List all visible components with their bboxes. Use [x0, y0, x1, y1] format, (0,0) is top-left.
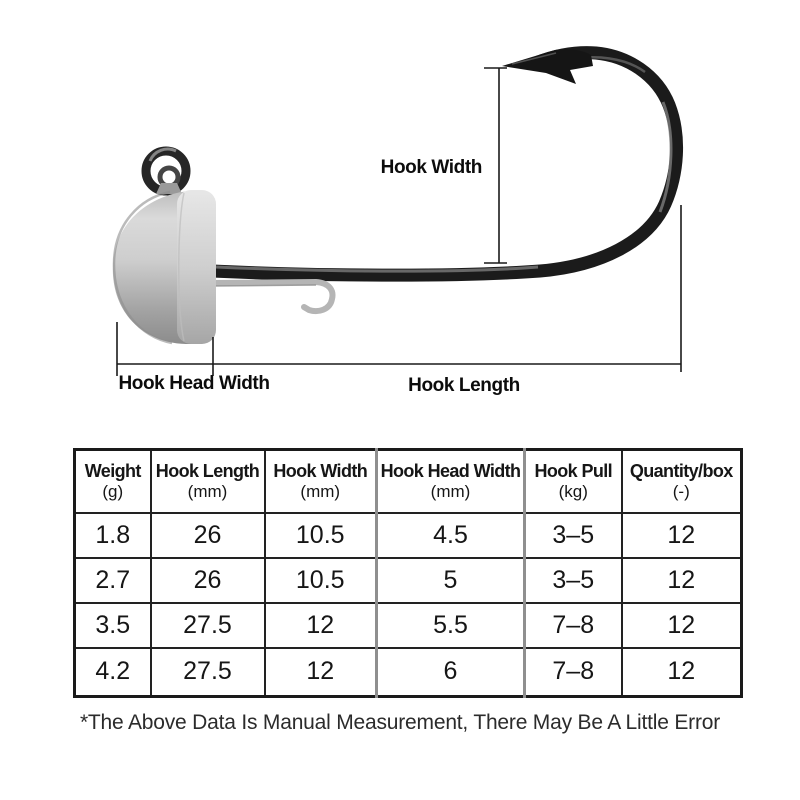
- cell-length: 27.5: [151, 603, 265, 648]
- table-row: [75, 648, 742, 697]
- hook-width-label: Hook Width: [380, 157, 482, 178]
- measurement-disclaimer: *The Above Data Is Manual Measurement, There May Be A Little Error: [79, 711, 721, 734]
- cell-length: 26: [151, 513, 265, 558]
- cell-width: 12: [265, 648, 377, 697]
- cell-quantity: 12: [622, 513, 742, 558]
- cell-quantity: 12: [622, 648, 742, 697]
- col-header-hook-length: Hook Length (mm): [151, 450, 265, 513]
- table-row: [75, 513, 742, 558]
- cell-pull: 7–8: [525, 603, 622, 648]
- cell-pull: 3–5: [525, 558, 622, 603]
- jig-head: [113, 190, 216, 344]
- cell-pull: 3–5: [525, 513, 622, 558]
- cell-quantity: 12: [622, 603, 742, 648]
- cell-weight: 1.8: [75, 513, 151, 558]
- cell-head-width: 5: [377, 558, 525, 603]
- cell-head-width: 6: [377, 648, 525, 697]
- col-header-hook-head-width: Hook Head Width (mm): [377, 450, 525, 513]
- col-header-quantity: Quantity/box (-): [622, 450, 742, 513]
- cell-weight: 2.7: [75, 558, 151, 603]
- hook-eye: [146, 149, 186, 194]
- cell-length: 27.5: [151, 648, 265, 697]
- cell-quantity: 12: [622, 558, 742, 603]
- cell-weight: 3.5: [75, 603, 151, 648]
- spec-table: [73, 448, 743, 698]
- col-header-hook-pull: Hook Pull (kg): [525, 450, 622, 513]
- hook-point: [502, 49, 593, 84]
- table-row: [75, 603, 742, 648]
- hook-length-label: Hook Length: [408, 375, 520, 396]
- cell-head-width: 4.5: [377, 513, 525, 558]
- cell-head-width: 5.5: [377, 603, 525, 648]
- cell-width: 10.5: [265, 513, 377, 558]
- table-row: [75, 558, 742, 603]
- cell-width: 12: [265, 603, 377, 648]
- bait-keeper: [214, 282, 332, 311]
- cell-weight: 4.2: [75, 648, 151, 697]
- cell-width: 10.5: [265, 558, 377, 603]
- cell-pull: 7–8: [525, 648, 622, 697]
- hook-head-width-label: Hook Head Width: [118, 373, 270, 394]
- col-header-hook-width: Hook Width (mm): [265, 450, 377, 513]
- cell-length: 26: [151, 558, 265, 603]
- col-header-weight: Weight (g): [75, 450, 151, 513]
- header-row: [75, 450, 742, 513]
